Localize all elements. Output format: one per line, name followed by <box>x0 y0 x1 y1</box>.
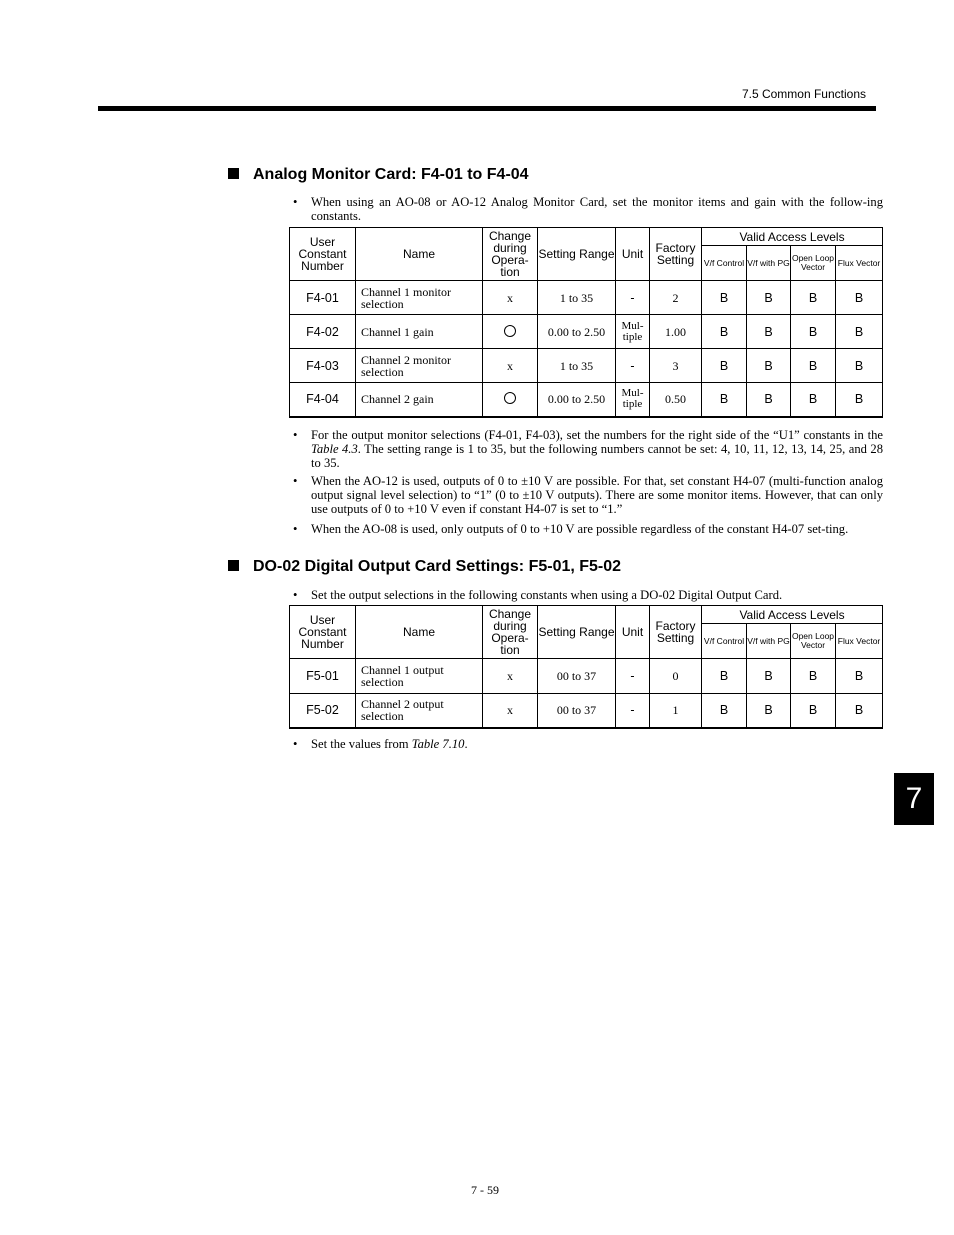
table-row <box>290 694 883 728</box>
circle-icon <box>504 392 516 404</box>
header-range: Setting Range <box>538 228 616 281</box>
header-range: Setting Range <box>538 606 616 659</box>
header-factory: Factory Setting <box>650 606 702 659</box>
cell-unit: Mul-tiple <box>616 315 650 349</box>
bullet-item <box>293 522 883 536</box>
header-valid-access: Valid Access Levels <box>702 606 883 624</box>
cell-num: F5-02 <box>290 694 356 728</box>
circle-icon <box>504 325 516 337</box>
cell-vfpg: B <box>747 694 791 728</box>
cell-change <box>483 315 538 349</box>
cell-vf: B <box>702 349 747 383</box>
cell-unit: - <box>616 659 650 694</box>
cell-flux: B <box>836 315 883 349</box>
header-vf: V/f Control <box>702 624 747 659</box>
table-reference: Table 4.3 <box>311 442 358 456</box>
cell-vf: B <box>702 315 747 349</box>
cell-vf: B <box>702 659 747 694</box>
running-header: 7.5 Common Functions <box>741 87 866 101</box>
cell-flux: B <box>836 383 883 417</box>
table-row <box>290 659 883 694</box>
bullet-dot-icon: • <box>293 428 298 442</box>
cell-factory: 1 <box>650 694 702 728</box>
cell-name: Channel 2 output selection <box>356 694 483 728</box>
bullet-text: When using an AO-08 or AO-12 Analog Monitor Card, set the monitor items and gain with the follow-ing constants. <box>311 195 883 223</box>
cell-name: Channel 1 gain <box>356 315 483 349</box>
cell-range: 0.00 to 2.50 <box>538 383 616 417</box>
bullet-item <box>293 737 883 751</box>
header-name: Name <box>356 228 483 281</box>
header-unit: Unit <box>616 606 650 659</box>
cell-name: Channel 1 monitor selection <box>356 281 483 315</box>
cell-flux: B <box>836 281 883 315</box>
cell-range: 00 to 37 <box>538 659 616 694</box>
bullet-text: For the output monitor selections (F4-01, F4-03), set the numbers for the right side of the “U1” constants in the <box>311 428 883 442</box>
cell-range: 0.00 to 2.50 <box>538 315 616 349</box>
cell-olv: B <box>791 383 836 417</box>
bullet-text: Set the values from <box>311 737 412 751</box>
header-olv: Open Loop Vector <box>791 624 836 659</box>
bullet-text: When the AO-12 is used, outputs of 0 to ±10 V are possible. For that, set constant H4-07 (multi-function analog output signal level selection) to “1” (0 to ±10 V outputs). There are some monitor items. However, that can only use outputs of 0 to +10 V even if constant H4-07 is set to “1.” <box>311 474 883 516</box>
cell-unit: - <box>616 281 650 315</box>
header-user-constant: User Constant Number <box>290 228 356 281</box>
cell-change <box>483 383 538 417</box>
cell-change: x <box>483 694 538 728</box>
header-vf: V/f Control <box>702 246 747 281</box>
header-name: Name <box>356 606 483 659</box>
header-valid-access: Valid Access Levels <box>702 228 883 246</box>
section1-intro <box>293 195 883 227</box>
table-row <box>290 383 883 417</box>
cell-factory: 0.50 <box>650 383 702 417</box>
bullet-text: . <box>464 737 468 751</box>
cell-vfpg: B <box>747 349 791 383</box>
cell-num: F4-04 <box>290 383 356 417</box>
bullet-dot-icon: • <box>293 195 298 209</box>
cell-num: F4-01 <box>290 281 356 315</box>
cell-change: x <box>483 349 538 383</box>
cell-flux: B <box>836 694 883 728</box>
cell-olv: B <box>791 349 836 383</box>
cell-vfpg: B <box>747 315 791 349</box>
cell-vfpg: B <box>747 383 791 417</box>
cell-flux: B <box>836 349 883 383</box>
bullet-dot-icon: • <box>293 522 298 536</box>
header-user-constant: User Constant Number <box>290 606 356 659</box>
cell-num: F5-01 <box>290 659 356 694</box>
cell-unit: - <box>616 349 650 383</box>
header-factory: Factory Setting <box>650 228 702 281</box>
cell-vfpg: B <box>747 281 791 315</box>
section-title-analog-monitor <box>228 166 529 184</box>
bullet-text: . The setting range is 1 to 35, but the following numbers cannot be set: 4, 10, 11, 12, 13, 14, 25, and 28 to 35. <box>311 442 883 470</box>
bullet-text: Set the output selections in the following constants when using a DO-02 Digital Output Card. <box>311 588 783 602</box>
header-olv: Open Loop Vector <box>791 246 836 281</box>
square-bullet-icon <box>228 168 239 179</box>
section-title-text: Analog Monitor Card: F4-01 to F4-04 <box>253 166 529 183</box>
cell-vfpg: B <box>747 659 791 694</box>
table-reference: Table 7.10 <box>411 737 465 751</box>
header-flux: Flux Vector <box>836 246 883 281</box>
table-row <box>290 281 883 315</box>
section2-notes <box>293 737 883 755</box>
analog-monitor-table <box>289 227 883 418</box>
chapter-tab: 7 <box>894 773 934 825</box>
header-vfpg: V/f with PG <box>747 246 791 281</box>
cell-olv: B <box>791 315 836 349</box>
cell-flux: B <box>836 659 883 694</box>
cell-range: 00 to 37 <box>538 694 616 728</box>
header-unit: Unit <box>616 228 650 281</box>
cell-range: 1 to 35 <box>538 281 616 315</box>
page-number: 7 - 59 <box>471 1183 499 1197</box>
cell-factory: 3 <box>650 349 702 383</box>
bullet-dot-icon: • <box>293 588 298 602</box>
bullet-dot-icon: • <box>293 737 298 751</box>
bullet-dot-icon: • <box>293 474 298 488</box>
cell-name: Channel 2 monitor selection <box>356 349 483 383</box>
cell-factory: 0 <box>650 659 702 694</box>
table-row <box>290 349 883 383</box>
header-vfpg: V/f with PG <box>747 624 791 659</box>
section2-intro <box>293 588 883 606</box>
cell-vf: B <box>702 281 747 315</box>
section-title-digital-output <box>228 558 621 576</box>
bullet-text: When the AO-08 is used, only outputs of 0 to +10 V are possible regardless of the constant H4-07 set-ting. <box>311 522 849 536</box>
cell-unit: Mul-tiple <box>616 383 650 417</box>
square-bullet-icon <box>228 560 239 571</box>
cell-range: 1 to 35 <box>538 349 616 383</box>
digital-output-table <box>289 605 883 729</box>
section-title-text: DO-02 Digital Output Card Settings: F5-01, F5-02 <box>253 558 622 575</box>
cell-factory: 1.00 <box>650 315 702 349</box>
cell-name: Channel 1 output selection <box>356 659 483 694</box>
cell-factory: 2 <box>650 281 702 315</box>
cell-change: x <box>483 281 538 315</box>
cell-num: F4-03 <box>290 349 356 383</box>
header-rule <box>98 106 876 111</box>
cell-olv: B <box>791 281 836 315</box>
section1-notes <box>293 428 883 540</box>
header-change: Change during Opera-tion <box>483 606 538 659</box>
bullet-item <box>293 588 883 602</box>
bullet-item <box>293 428 883 470</box>
cell-unit: - <box>616 694 650 728</box>
cell-change: x <box>483 659 538 694</box>
bullet-item <box>293 474 883 516</box>
cell-num: F4-02 <box>290 315 356 349</box>
header-change: Change during Opera-tion <box>483 228 538 281</box>
cell-name: Channel 2 gain <box>356 383 483 417</box>
cell-olv: B <box>791 659 836 694</box>
header-flux: Flux Vector <box>836 624 883 659</box>
cell-olv: B <box>791 694 836 728</box>
table-row <box>290 315 883 349</box>
cell-vf: B <box>702 383 747 417</box>
bullet-item <box>293 195 883 223</box>
cell-vf: B <box>702 694 747 728</box>
